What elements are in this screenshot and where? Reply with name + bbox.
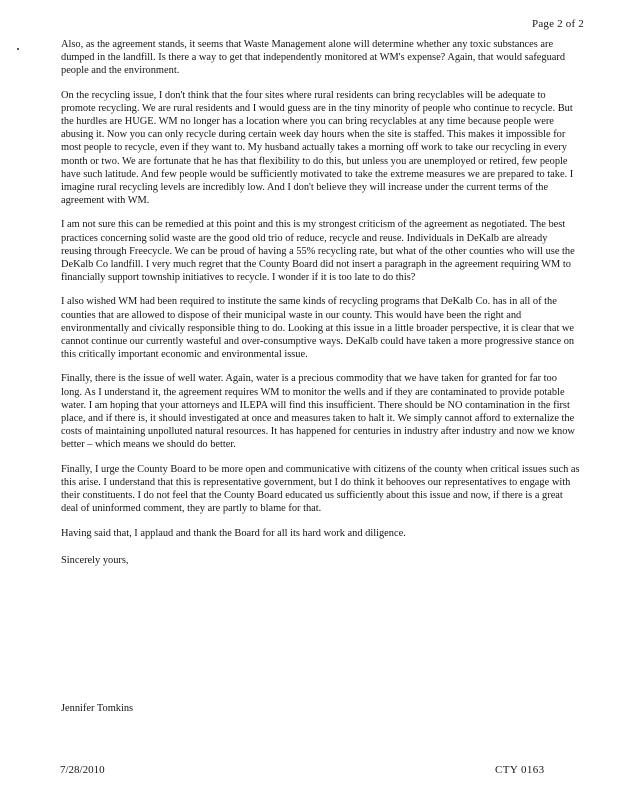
paragraph-agreement-criticism: I am not sure this can be remedied at this point and this is my strongest criticism of the agreement as negotiated. The best practices concerning solid waste are the good old trio of reduce, recycle and reuse. Individuals in DeKalb are already reusing through Freecycle. We can be proud of having a 55% recycling rate, but what of the other counties who will use the DeKalb Co landfill. I very much regret that the County Board did not insert a paragraph in the agreement requiring WM to financially support township initiatives to recycle. I wonder if it is too late to do this? (61, 219, 575, 284)
paragraph-board-communication: Finally, I urge the County Board to be more open and communicative with citizens of the county when critical issues such as this arise. I understand that this is representative government, but I do think it behooves our representatives to engage with their constituents. I do not feel that the County Board educated us sufficiently about this issue and now, if there is a great deal of uninformed comment, they are partly to blame for that. (61, 463, 580, 515)
paragraph-recycling-programs: I also wished WM had been required to institute the same kinds of recycling programs that DeKalb Co. has in all of the counties that are allowed to dispose of their municipal waste in our county. This would have been the right and environmentally and civically responsible thing to do. Looking at this issue in a little broader perspective, it is clear that we cannot continue our currently wasteful and over-consumptive ways. DeKalb could have taken a more progressive stance on this critically important economic and environmental issue. (61, 296, 575, 361)
document-id: CTY 0163 (495, 764, 545, 776)
signer-name: Jennifer Tomkins (61, 703, 134, 714)
letter-body (61, 38, 580, 567)
scan-speck (17, 48, 19, 50)
paragraph-thanks: Having said that, I applaud and thank the Board for all its hard work and diligence. (61, 527, 406, 539)
paragraph-waste-monitoring: Also, as the agreement stands, it seems that Waste Management alone will determine whether any toxic substances are dumped in the landfill. Is there a way to get that independently monitored at WM's expense? Again, that would safeguard people and the environment. (61, 39, 566, 77)
page-number: Page 2 of 2 (532, 18, 584, 30)
closing-salutation: Sincerely yours, (61, 554, 129, 566)
paragraph-well-water: Finally, there is the issue of well water. Again, water is a precious commodity that we have taken for granted for far too long. As I understand it, the agreement requires WM to monitor the wells and if they are contaminated to provide potable water. I am hoping that your attorneys and ILEPA will find this insufficient. There should be NO contamination in the first place, and if there is, it should investigated at once and measures taken to halt it. We simply cannot afford to externalize the costs of maintaining unpolluted natural resources. It has happened for centuries in industry after industry and now we know better – which means we should do better. (61, 373, 575, 451)
footer-date: 7/28/2010 (60, 764, 105, 776)
paragraph-recycling-sites: On the recycling issue, I don't think that the four sites where rural residents can bring recyclables will be adequate to promote recycling. We are rural residents and I would guess are in the tiny minority of people who continue to recycle. But the hurdles are HUGE. WM no longer has a location where you can bring recyclables at any time because people were abusing it. Now you can only recycle during certain week day hours when the site is staffed. This makes it impossible for most people to recycle, even if they want to. My husband actually takes a morning off work to take our recycling in every month or two. We are fortunate that he has that flexibility to do this, but unless you are unemployed or retired, few people have such latitude. And few people would be sufficiently motivated to take the extreme measures we are prepared to take. I imagine rural recycling levels are incredibly low. And I don't believe they will increase under the current terms of the agreement with WM. (61, 89, 574, 207)
